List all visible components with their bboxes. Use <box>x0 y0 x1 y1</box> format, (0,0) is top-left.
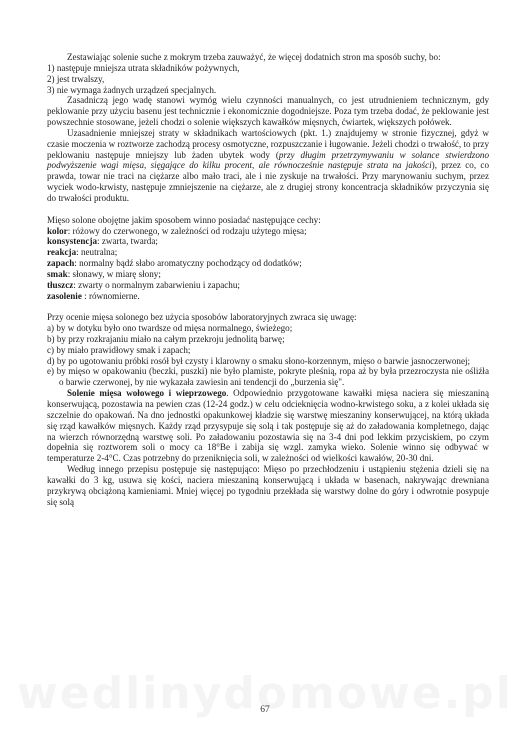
check-item-b: b) by przy rozkrajaniu miało na całym przekroju jednolitą barwę; <box>47 333 285 344</box>
page-number: 67 <box>260 705 270 715</box>
feature-text: neutralna; <box>80 247 118 258</box>
feature-kolor <box>47 226 489 237</box>
feature-tluszcz <box>47 280 489 291</box>
section-body: . Odpowiednio przygotowane kawałki mięsa naciera się mieszaniną konserwującą, pozostawia na pewien czas (12-24 godz.) w celu odcieknięcia wodno-krwistego soku, a z kolei układa się szczelnie do opakowań. Na dno jednostki opakunkowej kładzie się warstwę mieszaniny konserwującej, na którą układa się rząd kawałków mięsnych. Każdy rząd przysypuje się solą i tak postępuje się aż do załadowania kompletnego, dając na wierzch równorzędną warstwę soli. Po załadowaniu pozostawia się na 3-4 dni pod lekkim przyciskiem, po czym dopełnia się roztworem soli o mocy ca 18°Be i zabija się wzgl. zamyka wieko. Solenie winno się odbywać w temperaturze 2-4°C. Czas potrzebny do przeniknięcia soli, w zależności od wielkości kawałów, 20-30 dni. <box>47 388 489 464</box>
paragraph-beef-pork-salting <box>47 388 489 464</box>
advantages-item-2: 2) jest trwalszy, <box>47 73 105 84</box>
feature-label: zasolenie <box>47 290 82 301</box>
check-item-c: c) by miało prawidłowy smak i zapach; <box>47 344 191 355</box>
feature-konsystencja <box>47 236 489 247</box>
text-column <box>47 52 489 507</box>
paragraph-evaluation-intro: Przy ocenie mięsa solonego bez użycia sposobów laboratoryjnych zwraca się uwagę: <box>47 312 357 323</box>
feature-text: zwarta, twarda; <box>101 236 158 247</box>
feature-smak <box>47 269 489 280</box>
feature-reakcja <box>47 247 489 258</box>
feature-label: kolor <box>47 225 68 236</box>
paragraph-main-drawback: Zasadniczą jego wadę stanowi wymóg wielu czynności manualnych, co jest utrudnieniem technicznym, gdy peklowanie przy użyciu basenu jest technicznie i ekonomicznie dogodniejsze. Poza tym trzeba dodać, że peklowanie jest powszechnie stosowane, jeżeli chodzi o solenie większych kawałków mięsnych, ćwiartek, większych połówek. <box>47 95 489 128</box>
loss-italic-note: przy długim przetrzymywaniu w solance stwierdzono podwyższenie wagi mięsa, sięgające do kilku procent, ale równocześnie następuje strata na jakości <box>47 149 489 171</box>
paragraph-loss-explanation <box>47 128 489 204</box>
feature-label: reakcja <box>47 247 77 258</box>
feature-label: tłuszcz <box>47 279 74 290</box>
section-heading: Solenie mięsa wołowego i wieprzowego <box>67 388 227 399</box>
feature-sep: : <box>74 258 80 269</box>
advantages-item-1: 1) następuje mniejsza utrata składników pożywnych, <box>47 62 240 73</box>
feature-sep: : <box>73 279 79 290</box>
feature-sep: : <box>81 290 89 301</box>
feature-sep: : <box>67 225 73 236</box>
feature-label: zapach <box>47 258 75 269</box>
loss-text-end: ), przez co, co prawda, towar nie traci na ciężarze albo mało traci, ale i nie zyskuje na trwałości. Przy marynowaniu suchym, przez wyciek wodo-krwisty, następuje zmniejszenie na ciężarze, ale z drugiej strony koncentracja składników przyczynia się do trwałości produktu. <box>47 160 490 203</box>
feature-zapach <box>47 258 489 269</box>
feature-text: normalny bądź słabo aromatyczny pochodzący od dodatków; <box>79 258 302 269</box>
check-item-d: d) by po ugotowaniu próbki rosół był czysty i klarowny o smaku słono-korzennym, mięso o barwie jasnoczerwonej; <box>47 355 471 366</box>
paragraph-dry-vs-wet: Zestawiając solenie suche z mokrym trzeba zauważyć, że więcej dodatnich stron ma sposób suchy, bo: <box>67 52 441 62</box>
paragraph-features-intro: Mięso solone obojętne jakim sposobem winno posiadać następujące cechy: <box>47 214 321 225</box>
feature-text: zwarty o normalnym zabarwieniu i zapachu; <box>78 279 240 290</box>
paragraph-alternative-recipe: Według innego przepisu postępuje się następująco: Mięso po przechłodzeniu i ustąpieniu stężenia dzieli się na kawałki do 3 kg, usuwa się kości, naciera mieszaniną konserwującą i układa w basenach, nakrywając drewniana przykrywą obciążoną kamieniami. Mniej więcej po tygodniu przekłada się warstwy dolne do góry i odwrotnie posypuje się solą <box>47 464 489 507</box>
feature-text: różowy do czerwonego, w zależności od rodzaju użytego mięsa; <box>72 225 307 236</box>
feature-label: smak <box>47 268 68 279</box>
feature-sep: : <box>76 247 81 258</box>
feature-sep: : <box>67 268 73 279</box>
check-item-a: a) by w dotyku było ono twardsze od mięsa normalnego, świeżego; <box>47 323 293 334</box>
check-item-e: e) by mięso w opakowaniu (beczki, puszki) nie było plamiste, pokryte pleśnią, ropa aż by była przezroczysta nie ośliźła o barwie czerwonej, by nie wykazała zawiesin ani tendencji do „burzenia się". <box>47 366 489 388</box>
feature-text: słonawy, w miarę słony; <box>72 268 161 279</box>
feature-sep: : <box>97 236 102 247</box>
advantages-item-3: 3) nie wymaga żadnych urządzeń specjalnych. <box>47 84 217 95</box>
feature-text: równomierne. <box>88 290 140 301</box>
loss-text-start: Uzasadnienie mniejszej straty w składnikach wartościowych (pkt. 1.) znajdujemy w stronie fizycznej, gdyż w czasie moczenia w roztworze zachodzą procesy osmotyczne, rozpuszczanie i ługowanie. Jeżeli chodzi o trwałość, to przy peklowaniu następuje mniejszy lub żaden ubytek wody ( <box>47 127 489 160</box>
feature-label: konsystencja <box>47 236 98 247</box>
feature-zasolenie <box>47 291 489 302</box>
